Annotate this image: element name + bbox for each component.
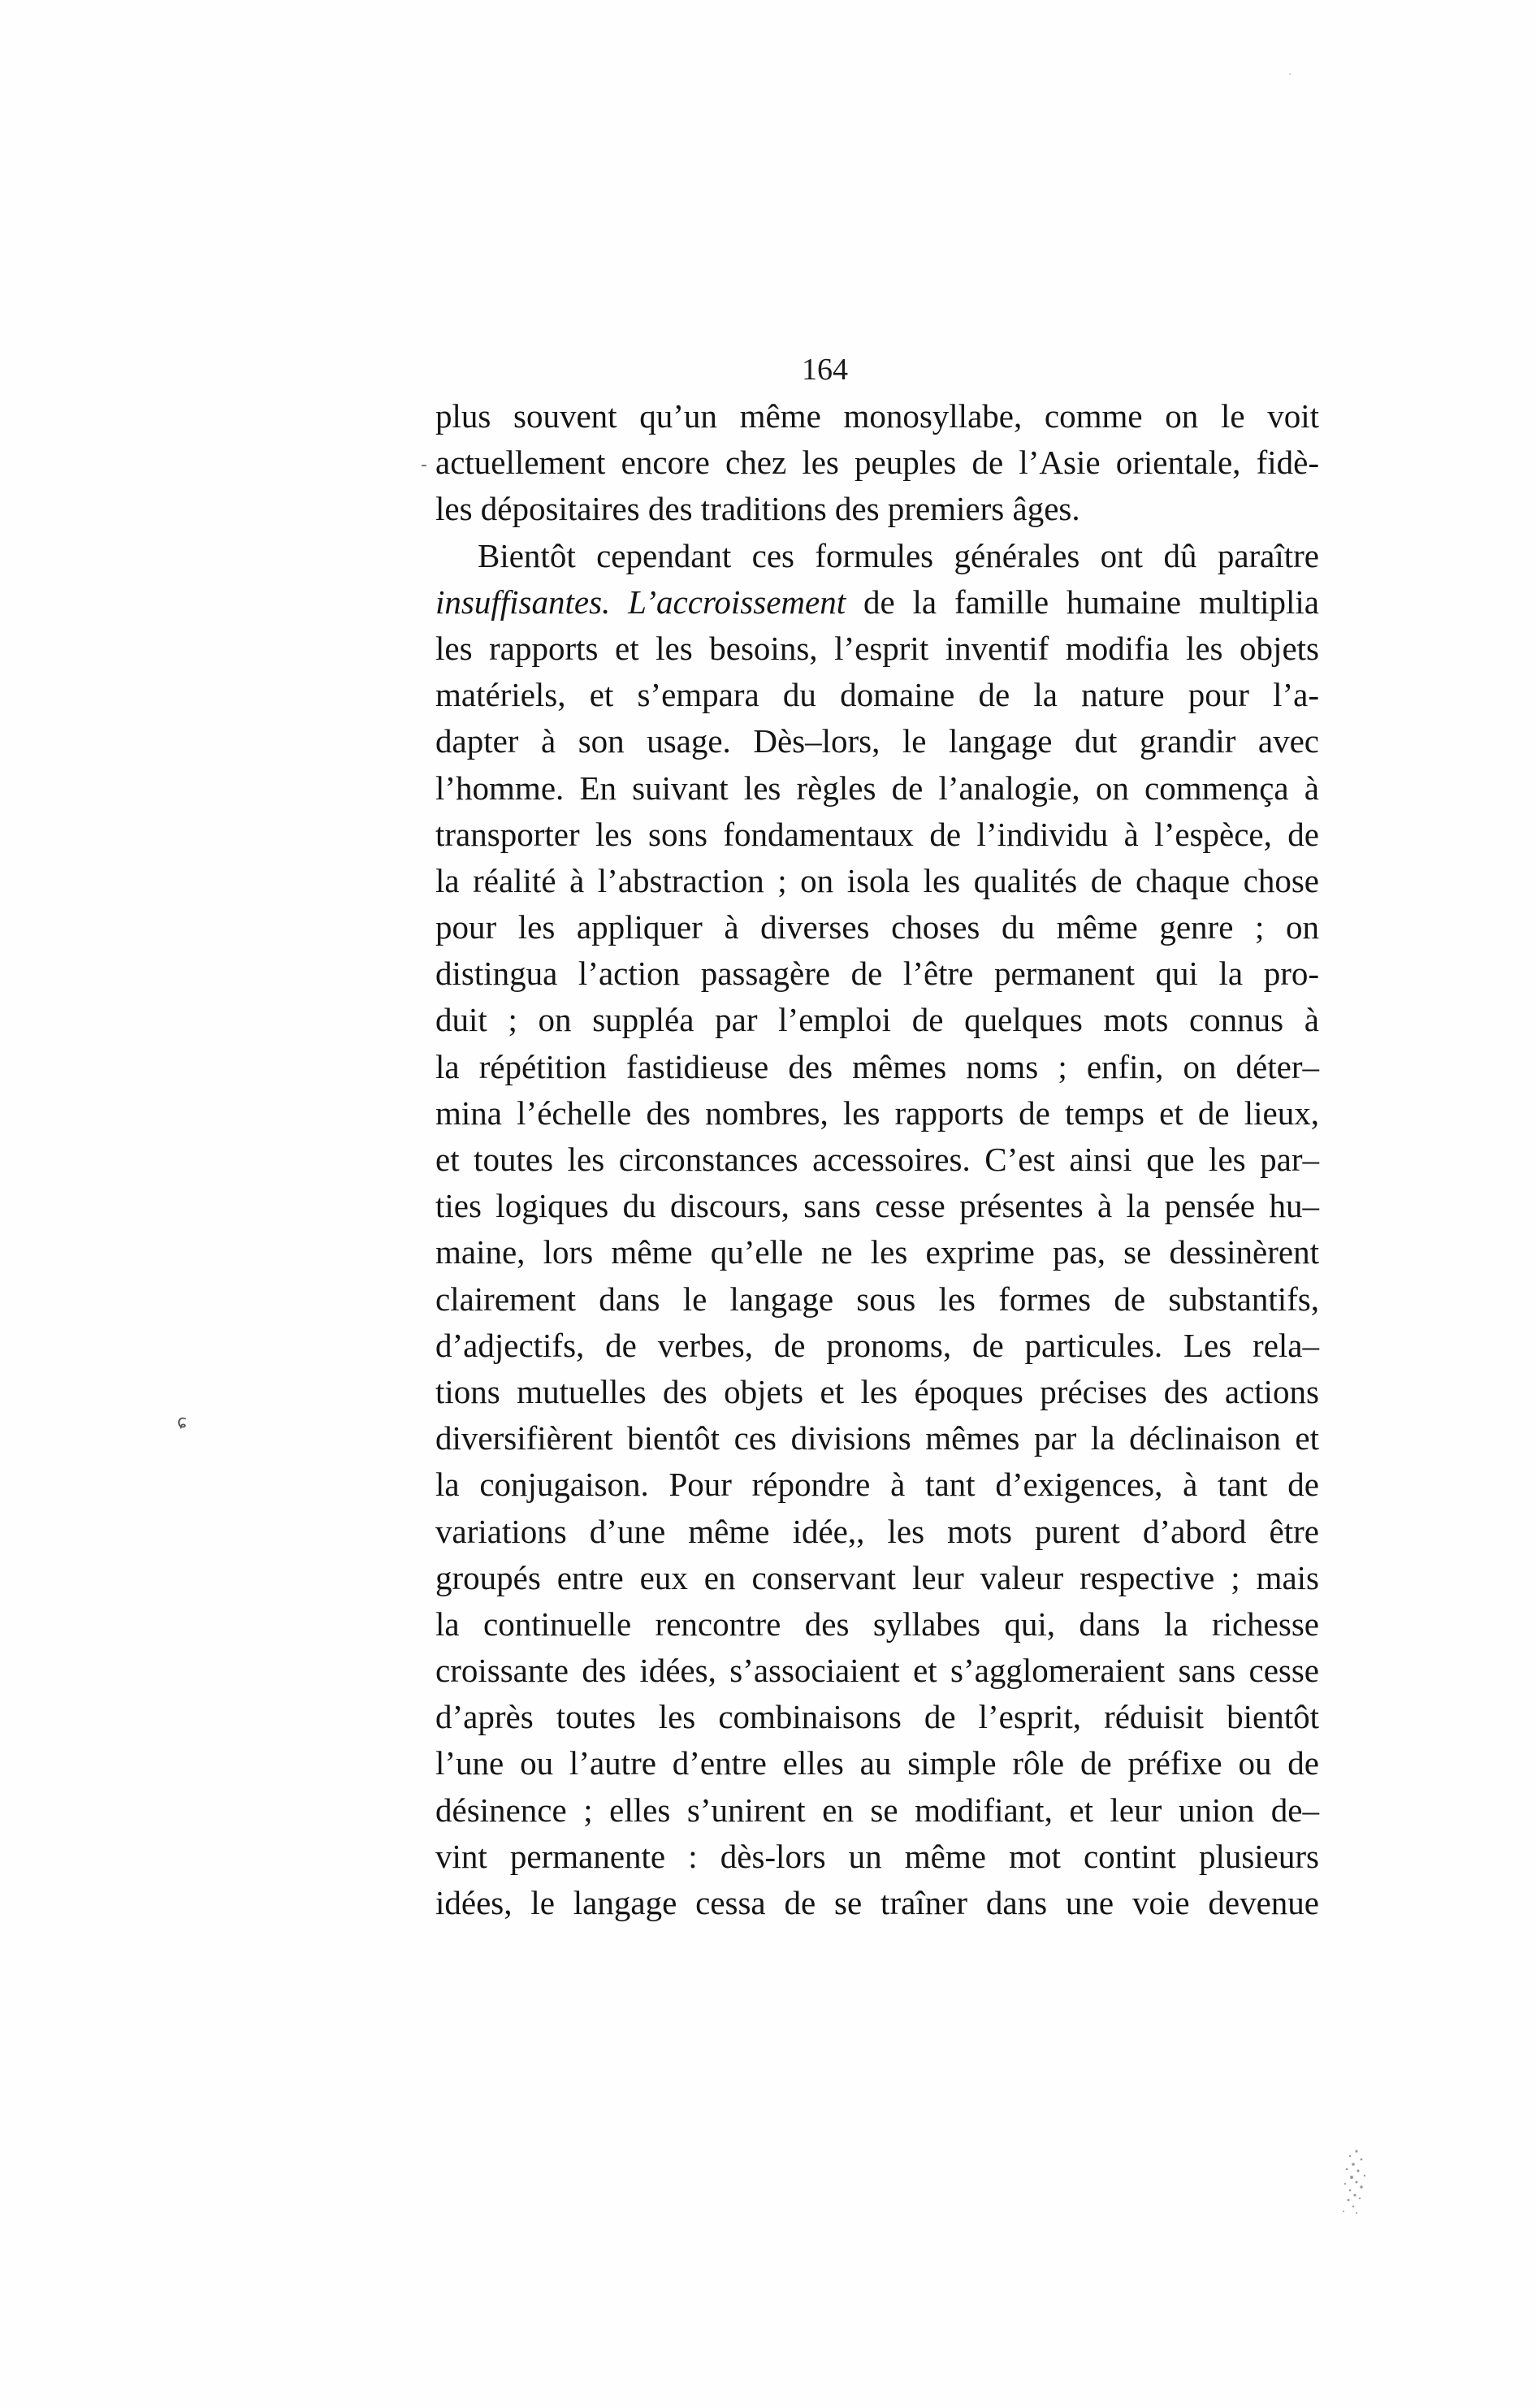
- text-line: dapter à son usage. Dès–lors, le langage dut grandir avec: [435, 722, 1319, 760]
- text-line: d’après toutes les combinaisons de l’esprit, réduisit bientôt: [435, 1698, 1319, 1736]
- text-line: actuellement encore chez les peuples de l’Asie orientale, fidè-: [435, 444, 1319, 482]
- text-fragment: de la famille humaine multiplia: [846, 583, 1319, 621]
- text-line: groupés entre eux en conservant leur valeur respective ; mais: [435, 1558, 1319, 1596]
- text-line: Bientôt cependant ces formules générales ont dû paraître: [478, 536, 1319, 574]
- text-line: distingua l’action passagère de l’être permanent qui la pro-: [435, 955, 1319, 993]
- text-line: et toutes les circonstances accessoires. C’est ainsi que les par–: [435, 1141, 1319, 1178]
- text-line: les rapports et les besoins, l’esprit inventif modifia les objets: [435, 629, 1319, 667]
- text-line: maine, lors même qu’elle ne les exprime pas, se dessinèrent: [435, 1233, 1319, 1271]
- text-line: d’adjectifs, de verbes, de pronoms, de particules. Les rela–: [435, 1326, 1319, 1364]
- text-line: clairement dans le langage sous les formes de substantifs,: [435, 1280, 1319, 1318]
- text-line: transporter les sons fondamentaux de l’individu à l’espèce, de: [435, 815, 1319, 853]
- text-line: vint permanente : dès-lors un même mot contint plusieurs: [435, 1837, 1319, 1875]
- text-line: l’une ou l’autre d’entre elles au simple rôle de préfixe ou de: [435, 1744, 1319, 1782]
- text-line: ties logiques du discours, sans cesse présentes à la pensée hu–: [435, 1187, 1319, 1225]
- text-line: tions mutuelles des objets et les époques précises des actions: [435, 1372, 1319, 1410]
- text-line: idées, le langage cessa de se traîner dans une voie devenue: [435, 1884, 1319, 1921]
- text-line: la répétition fastidieuse des mêmes noms ; enfin, on déter–: [435, 1047, 1319, 1085]
- margin-mark: -: [421, 455, 427, 475]
- text-line: la conjugaison. Pour répondre à tant d’exigences, à tant de: [435, 1466, 1319, 1504]
- text-line-mixed: [435, 579, 1319, 626]
- text-line: plus souvent qu’un même monosyllabe, comme on le voit: [435, 397, 1319, 435]
- text-line: diversifièrent bientôt ces divisions mêmes par la déclinaison et: [435, 1419, 1319, 1457]
- text-line: désinence ; elles s’unirent en se modifiant, et leur union de–: [435, 1791, 1319, 1829]
- body-text: [435, 393, 1319, 1926]
- text-line: l’homme. En suivant les règles de l’analogie, on commença à: [435, 769, 1319, 807]
- page-number: 164: [802, 353, 848, 387]
- italic-phrase: insuffisantes. L’accroissement: [435, 583, 846, 621]
- text-line: duit ; on suppléa par l’emploi de quelques mots connus à: [435, 1001, 1319, 1039]
- text-line: la continuelle rencontre des syllabes qui, dans la richesse: [435, 1605, 1319, 1643]
- text-line: croissante des idées, s’associaient et s’agglomeraient sans cesse: [435, 1652, 1319, 1690]
- scan-noise-mark: [1332, 2145, 1378, 2218]
- text-line: les dépositaires des traditions des premiers âges.: [435, 490, 1080, 528]
- text-line: mina l’échelle des nombres, les rapports de temps et de lieux,: [435, 1094, 1319, 1132]
- text-line: variations d’une même idée,, les mots purent d’abord être: [435, 1512, 1319, 1550]
- text-line: pour les appliquer à diverses choses du même genre ; on: [435, 908, 1319, 946]
- text-line: la réalité à l’abstraction ; on isola les qualités de chaque chose: [435, 861, 1319, 899]
- margin-speck: ɕ: [177, 1412, 188, 1432]
- scan-speck-top: ·: [1288, 68, 1292, 81]
- text-line: matériels, et s’empara du domaine de la nature pour l’a-: [435, 676, 1319, 714]
